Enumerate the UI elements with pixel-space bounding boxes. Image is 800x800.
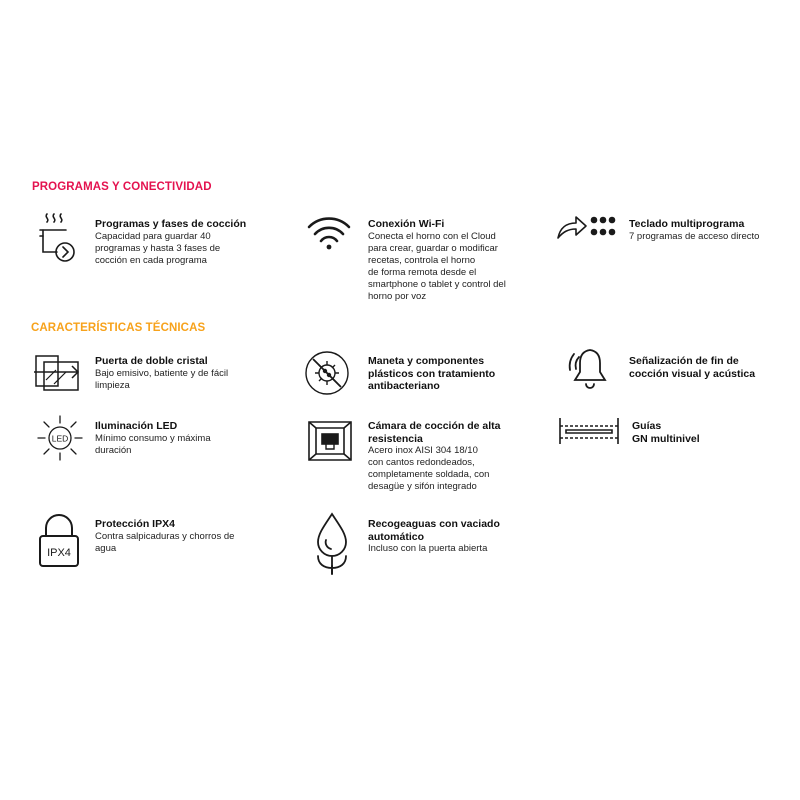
gn-rack-guides-icon [556,416,622,446]
bell-alarm-icon [566,344,618,396]
feature-description-line: limpieza [95,379,130,391]
feature-title: antibacteriano [368,380,440,392]
tech-section-title: CARACTERÍSTICAS TÉCNICAS [31,322,206,334]
feature-description-line: con cantos redondeados, [368,457,475,468]
feature-title: cocción visual y acústica [629,367,756,380]
feature-description-line: desagüe y sifón integrado [368,481,477,492]
ipx4-padlock-icon [36,510,82,570]
feature-title: GN multinivel [632,432,700,445]
feature-description-line: Bajo emisivo, batiente y de fácil [95,367,229,379]
multiprogram-keypad-icon [556,208,622,244]
water-drain-icon [310,510,354,576]
feature-description-line: para crear, guardar o modificar [368,242,498,254]
feature-description-line: 7 programas de acceso directo [629,230,760,242]
feature-description-line: completamente soldada, con [368,469,490,480]
feature-description-line: programas y hasta 3 fases de [95,242,221,254]
feature-title: Iluminación LED [95,420,178,432]
programs-section-title: PROGRAMAS Y CONECTIVIDAD [32,181,212,193]
feature-description-line: de forma remota desde el [368,266,477,278]
feature-title: Recogeaguas con vaciado [368,518,500,530]
double-glass-door-icon [32,350,82,394]
feature-title: automático [368,530,425,543]
ipx4-icon-text: IPX4 [47,547,71,559]
feature-description-line: cocción en cada programa [95,254,207,266]
feature-description-line: Capacidad para guardar 40 [95,230,211,242]
feature-description-line: Conecta el horno con el Cloud [368,230,496,242]
feature-title: Programas y fases de cocción [95,218,247,230]
feature-description-line: Mínimo consumo y máxima [95,432,211,444]
feature-description-line: recetas, controla el horno [368,254,476,266]
led-light-icon [36,414,84,462]
feature-title: Cámara de cocción de alta [368,420,501,432]
feature-description-line: Acero inox AISI 304 18/10 [368,445,478,456]
feature-description-line: duración [95,444,132,456]
feature-description-line: smartphone o tablet y control del [368,278,506,290]
feature-description-line: horno por voz [368,290,427,302]
antibacterial-icon [304,350,350,396]
feature-title: Protección IPX4 [95,518,175,530]
wifi-icon [306,214,352,252]
feature-description-line: Incluso con la puerta abierta [368,543,488,554]
feature-title: Teclado multiprograma [629,218,745,230]
feature-description-line: agua [95,542,117,554]
feature-title: Guías [632,420,662,432]
cooking-chamber-icon [306,419,354,463]
feature-title: Conexión Wi-Fi [368,218,445,230]
feature-title: Puerta de doble cristal [95,355,208,367]
feature-title: plásticos con tratamiento [368,367,496,380]
feature-title: Maneta y componentes [368,355,485,367]
cooking-pot-timer-icon [38,212,78,264]
feature-title: resistencia [368,432,423,445]
feature-description-line: Contra salpicaduras y chorros de [95,530,235,542]
feature-title: Señalización de fin de [629,355,739,367]
led-icon-text: LED [51,433,69,444]
